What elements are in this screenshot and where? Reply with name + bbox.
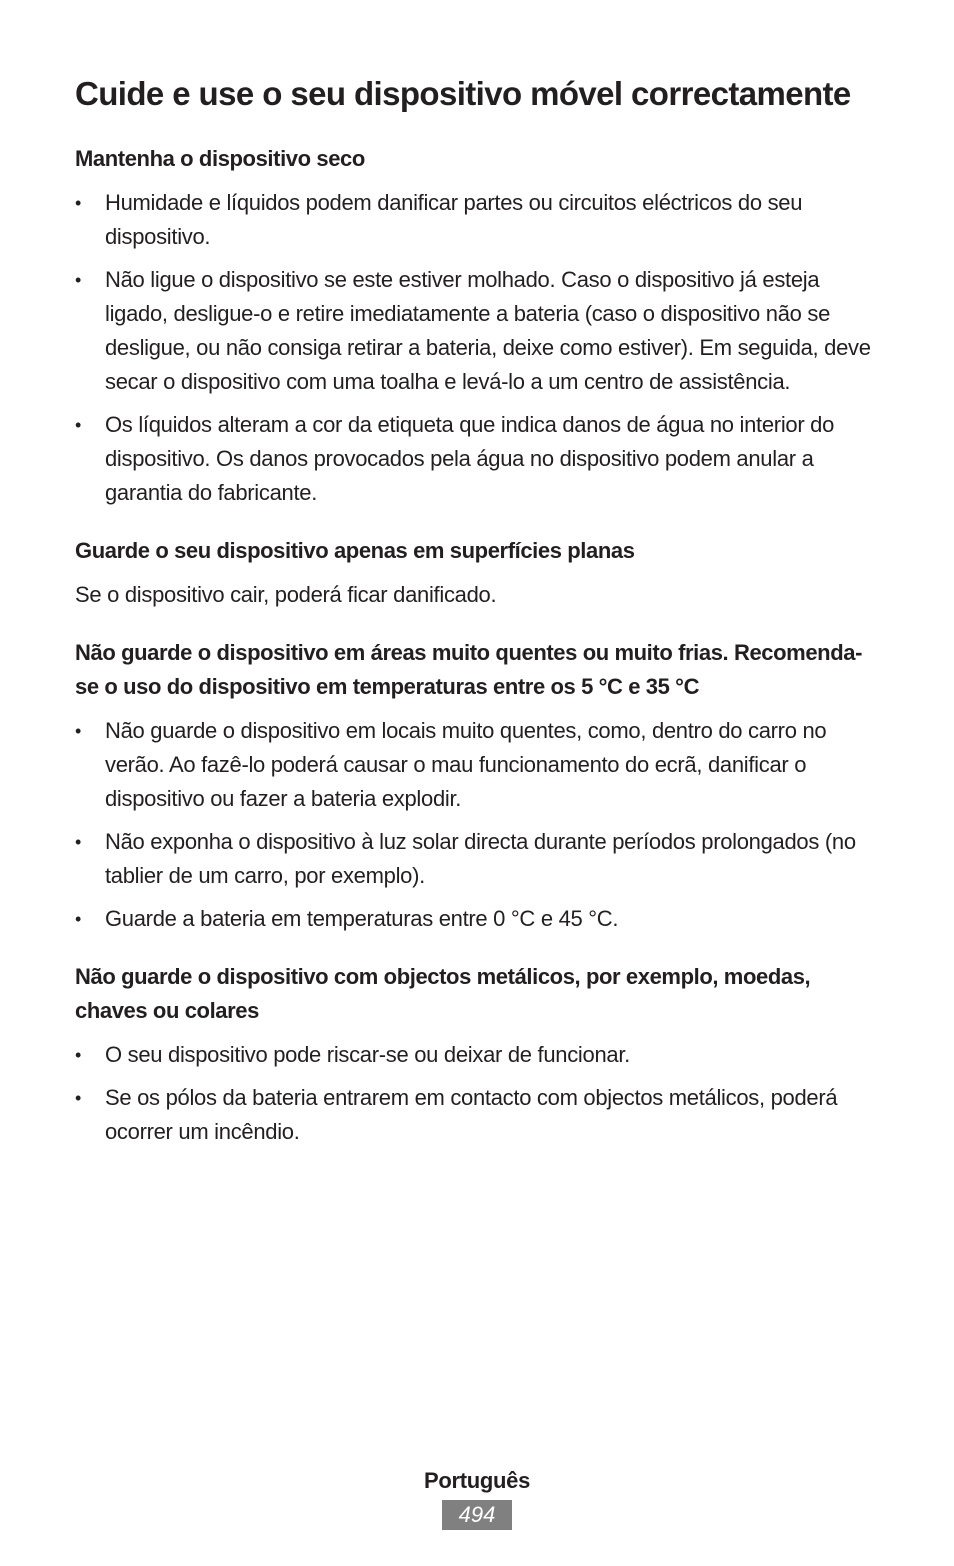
section-flat-surfaces [75, 534, 875, 612]
list-item-text: Os líquidos alteram a cor da etiqueta que indica danos de água no interior do dispositivo. Os danos provocados pela água no dispositivo podem anular a garantia do fabricante. [105, 412, 835, 505]
section-body: Se o dispositivo cair, poderá ficar danificado. [75, 582, 497, 607]
bullet-icon: • [75, 193, 82, 213]
list-item [75, 1081, 875, 1149]
list-item-text: Não ligue o dispositivo se este estiver molhado. Caso o dispositivo já esteja ligado, desligue-o e retire imediatamente a bateria (caso o dispositivo não se desligue, ou não consiga retirar a bateria, deixe como estiver). Em seguida, deve secar o dispositivo com uma toalha e levá-lo a um centro de assistência. [105, 267, 871, 394]
section-metal-objects [75, 960, 875, 1149]
list-item [75, 825, 875, 893]
list-item [75, 408, 875, 510]
bullet-list [75, 1038, 875, 1149]
list-item [75, 186, 875, 254]
bullet-icon: • [75, 909, 82, 929]
bullet-list [75, 186, 875, 510]
list-item [75, 263, 875, 399]
bullet-icon: • [75, 415, 82, 435]
list-item-text: Se os pólos da bateria entrarem em contacto com objectos metálicos, poderá ocorrer um incêndio. [105, 1085, 838, 1144]
section-heading: Mantenha o dispositivo seco [75, 146, 365, 171]
list-item [75, 714, 875, 816]
list-item-text: Guarde a bateria em temperaturas entre 0 °C e 45 °C. [105, 906, 619, 931]
section-heading: Não guarde o dispositivo com objectos metálicos, por exemplo, moedas, chaves ou colares [75, 964, 811, 1023]
list-item [75, 1038, 875, 1072]
bullet-icon: • [75, 721, 82, 741]
bullet-icon: • [75, 1045, 82, 1065]
list-item-text: Não guarde o dispositivo em locais muito quentes, como, dentro do carro no verão. Ao fazê-lo poderá causar o mau funcionamento do ecrã, danificar o dispositivo ou fazer a bateria explodir. [105, 718, 827, 811]
section-temperature [75, 636, 875, 936]
bullet-icon: • [75, 1088, 82, 1108]
list-item-text: O seu dispositivo pode riscar-se ou deixar de funcionar. [105, 1042, 630, 1067]
list-item-text: Não exponha o dispositivo à luz solar directa durante períodos prolongados (no tablier de um carro, por exemplo). [105, 829, 856, 888]
page-footer [0, 1464, 954, 1530]
list-item-text: Humidade e líquidos podem danificar partes ou circuitos eléctricos do seu dispositivo. [105, 190, 803, 249]
list-item [75, 902, 875, 936]
bullet-icon: • [75, 270, 82, 290]
page-number-badge: 494 [442, 1500, 512, 1530]
document-page [75, 72, 875, 1173]
section-heading: Guarde o seu dispositivo apenas em superfícies planas [75, 538, 635, 563]
bullet-icon: • [75, 832, 82, 852]
page-title: Cuide e use o seu dispositivo móvel correctamente [75, 75, 851, 112]
footer-language: Português [423, 1468, 531, 1493]
bullet-list [75, 714, 875, 936]
section-keep-dry [75, 142, 875, 510]
section-heading: Não guarde o dispositivo em áreas muito quentes ou muito frias. Recomenda-se o uso do dispositivo em temperaturas entre os 5 °C e 35 °C [75, 640, 863, 699]
